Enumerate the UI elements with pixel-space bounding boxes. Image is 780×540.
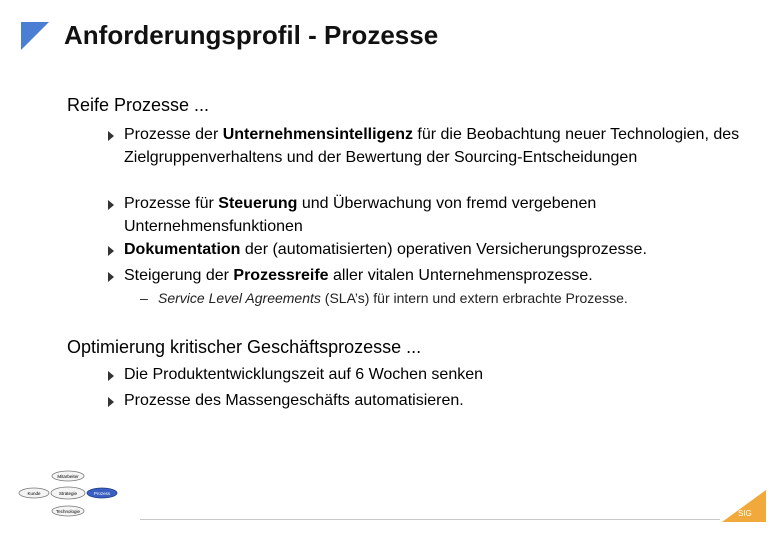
corner-triangle-icon bbox=[21, 22, 49, 50]
sla-text: (SLA’s) für intern und extern erbrachte Prozesse. bbox=[320, 290, 628, 306]
diagram-label-left: Kunde bbox=[27, 491, 41, 496]
section-heading-reife-prozesse: Reife Prozesse ... bbox=[67, 95, 210, 115]
bullet-text: Die Produktentwicklungszeit auf 6 Wochen senken bbox=[124, 366, 484, 383]
sub-bullet-sla bbox=[140, 290, 628, 306]
bullet-text: Prozesse der Unternehmensintelligenz für die Beobachtung neuer Technologien, des Zielgruppenverhaltens und der Bewertung der Sourcing-Entscheidungen bbox=[124, 126, 740, 166]
diagram-label-center: Strategie bbox=[58, 491, 78, 496]
sla-italic-text: Service Level Agreements bbox=[158, 290, 321, 306]
triangle-bullet-icon bbox=[108, 272, 114, 282]
logo-text: SIG bbox=[738, 509, 752, 518]
bullet-text: Steigerung der Prozessreife aller vitalen Unternehmensprozesse. bbox=[124, 267, 593, 284]
diagram-label-top: Mitarbeiter bbox=[57, 474, 79, 479]
triangle-bullet-icon bbox=[108, 131, 114, 141]
bullet-text: Prozesse für Steuerung und Überwachung von fremd vergebenen Unternehmensfunktionen bbox=[124, 195, 597, 235]
triangle-bullet-icon bbox=[108, 397, 114, 407]
bullet-text: Dokumentation der (automatisierten) operativen Versicherungsprozesse. bbox=[124, 241, 647, 258]
bullet-text: Prozesse des Massengeschäfts automatisieren. bbox=[124, 392, 464, 409]
page-title: Anforderungsprofil - Prozesse bbox=[64, 20, 439, 50]
diagram-label-right: Prozess bbox=[93, 491, 111, 496]
process-diagram bbox=[14, 468, 118, 520]
footer-divider bbox=[140, 519, 720, 520]
triangle-bullet-icon bbox=[108, 371, 114, 381]
triangle-bullet-icon bbox=[108, 246, 114, 256]
triangle-bullet-icon bbox=[108, 200, 114, 210]
dash-bullet: – bbox=[140, 290, 148, 306]
diagram-label-bottom: Technologie bbox=[55, 509, 81, 514]
section-heading-optimierung: Optimierung kritischer Geschäftsprozesse ... bbox=[67, 337, 422, 357]
